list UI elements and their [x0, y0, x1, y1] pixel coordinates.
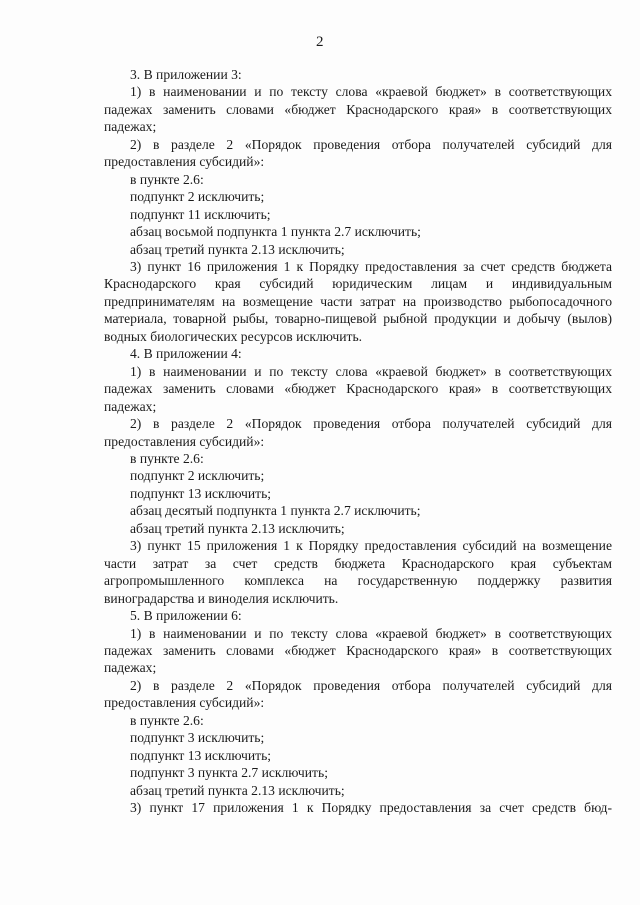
paragraph: 3) пункт 17 приложения 1 к Порядку предоставления за счет средств бюд- — [130, 800, 612, 816]
paragraph: 1) в наименовании и по тексту слова «краевой бюджет» в соответствующих падежах заменить словами «бюджет Краснодарского края» в соответствующих падежах; — [104, 363, 612, 414]
paragraph: подпункт 13 исключить; — [130, 485, 272, 501]
paragraph: 2) в разделе 2 «Порядок проведения отбора получателей субсидий для предоставления субсидий»: — [104, 416, 612, 449]
paragraph: в пункте 2.6: — [130, 712, 204, 728]
page-number: 2 — [316, 34, 324, 50]
paragraph: 1) в наименовании и по тексту слова «краевой бюджет» в соответствующих падежах заменить словами «бюджет Краснодарского края» в соответствующих падежах; — [104, 625, 612, 676]
paragraph: абзац третий пункта 2.13 исключить; — [130, 520, 345, 536]
paragraph: подпункт 13 исключить; — [130, 747, 272, 763]
paragraph: абзац восьмой подпункта 1 пункта 2.7 исключить; — [130, 224, 421, 240]
paragraph: в пункте 2.6: — [130, 171, 204, 187]
paragraph: 2) в разделе 2 «Порядок проведения отбора получателей субсидий для предоставления субсидий»: — [104, 677, 612, 711]
paragraph: 2) в разделе 2 «Порядок проведения отбора получателей субсидий для предоставления субсидий»: — [104, 136, 612, 170]
paragraph: подпункт 2 исключить; — [130, 189, 265, 205]
paragraph: 1) в наименовании и по тексту слова «краевой бюджет» в соответствующих падежах заменить словами «бюджет Краснодарского края» в соответствующих падежах; — [104, 84, 612, 135]
paragraph: подпункт 11 исключить; — [130, 206, 271, 222]
section-heading-appendix-4: 4. В приложении 4: — [130, 346, 242, 362]
section-heading-appendix-6: 5. В приложении 6: — [130, 608, 242, 624]
paragraph: абзац третий пункта 2.13 исключить; — [130, 782, 345, 798]
paragraph: 3) пункт 15 приложения 1 к Порядку предоставления субсидий на возмещение части затрат за счет средств бюджета Краснодарского края субъектам агропромышленного комплекса на государственную поддержку развития виноградарства и виноделия исключить. — [104, 538, 612, 606]
document-body — [104, 66, 612, 816]
paragraph: 3) пункт 16 приложения 1 к Порядку предоставления за счет средств бюджета Краснодарского края субсидий юридическим лицам и индивидуальным предпринимателям на возмещение части затрат на производство рыбопосадочного материала, товарной рыбы, товарно-пищевой рыбной продукции и добычу (вылов) водных биологических ресурсов исключить. — [104, 258, 612, 344]
paragraph: в пункте 2.6: — [130, 450, 204, 466]
paragraph: подпункт 2 исключить; — [130, 468, 265, 484]
section-heading-appendix-3: 3. В приложении 3: — [130, 67, 242, 82]
paragraph: подпункт 3 исключить; — [130, 730, 265, 746]
paragraph: подпункт 3 пункта 2.7 исключить; — [130, 765, 328, 781]
paragraph: абзац третий пункта 2.13 исключить; — [130, 241, 345, 257]
paragraph: абзац десятый подпункта 1 пункта 2.7 исключить; — [130, 503, 421, 519]
